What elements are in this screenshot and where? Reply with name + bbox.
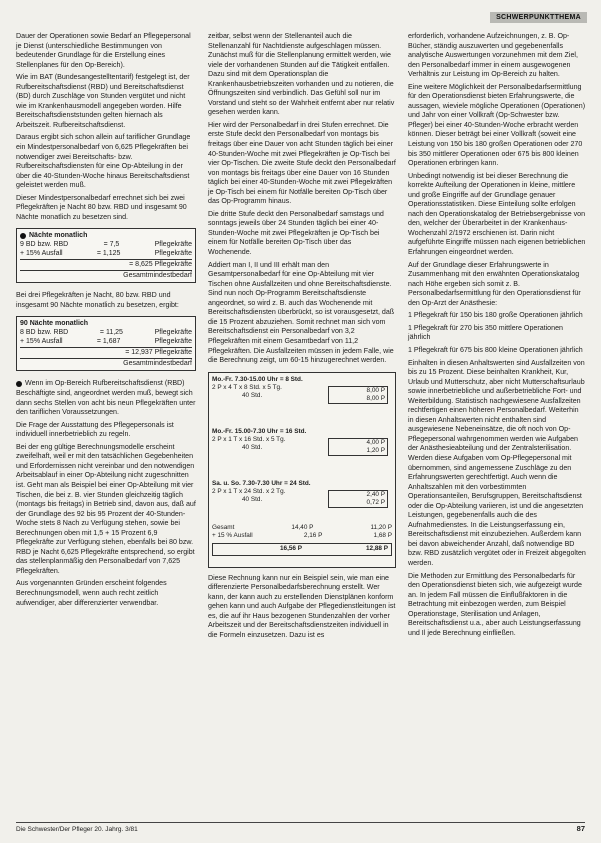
calc-total-label: Gesamtmindestbedarf — [20, 358, 192, 368]
paragraph: Bei der eng gültige Berechnungsmodelle erscheint zweifelhaft, weil er mit den tatsächlichen Gegebenheiten und Erfordernissen nicht vereinbar und den notwendigen Arbeitsablauf in einer Op-Abteilung nicht zugeschnitten ist. Geht man als Beispiel bei einer Op-Abteilung mit vier Tischen, die bei z. B. vier Stunden gleichzeitig täglich (montags bis freitags) in Betrieb sind, davon aus, daß auf der Grundlage des 92 bis 95 Prozent der 40-Stunden-Woche stets 8 Nach zu Verfügung stehen, sowie bei Berechnungen oben mit 1,5 + 15 Prozent 6,9 Pflegekräfte zur Verfügung stehen, ebenfalls bei 80 bzw. RBD je Nacht 6,625 Pflegekräfte entsprechend, so ergibt das stellenplanmäßig den Personalbedarf von 7,625 Pflegekräften. — [16, 442, 196, 575]
paragraph: Diese Rechnung kann nur ein Beispiel sein, wie man eine differenzierte Personalbedarfsberechnung erstellt. Wer kann, der kann auch zu erstellenden Dienstplänen konform gehen kann und auch Aufgabe der Pflegedienstleitungen ist es, die auf ihr Haus bezogenen Stundenzahlen der vorher Arbeitszeit und der Bereitschaftsdienstzeiten individuell in die Formeln einzusetzen. Dazu ist es — [208, 573, 396, 639]
paragraph: Die Methoden zur Ermittlung des Personalbedarfs für den Operationsdienst bieten sich, wie aufgezeigt wurde an. In jedem Fall müssen die Einflußfaktoren in die Betrachtung mit einbezogen werden, zum Beispiel Operationstage, Sterilisation und Anlagen, Bereitschaftsdienst u.a., aber auch Leistungserfassung und Il jede Berechnung einfließen. — [408, 571, 582, 637]
page-number: 87 — [576, 824, 585, 833]
figure-section-2 — [212, 428, 392, 476]
figure-result-box: 2,40 P 0,72 P — [328, 490, 388, 508]
paragraph: Dieser Mindestpersonalbedarf errechnet sich bei zwei Pflegekräften je Nacht 80 bzw. RBD und insgesamt 90 Nächte monatlich zu besetzen sind. — [16, 193, 187, 221]
figure-section-head: Mo.-Fr. 7.30-15.00 Uhr = 8 Std. — [212, 375, 303, 383]
paragraph: Daraus ergibt sich schon allein auf tariflicher Grundlage ein Mindestpersonalbedarf von 6,625 Pflegekräften bei notwendiger zwei Bereitschafts- bzw. Rufbereitschaftsdiensten für eine Op-Abteilung in der über die 40-Stunden-Woche hinaus Bereitschaftsdienst geleistet werden muß. — [16, 133, 191, 190]
paragraph: Wie im BAT (Bundesangestelltentarif) festgelegt ist, der Rufbereitschaftsdienst (RBD) und Bereitschaftsdienst (BD) durch Zuschläge von Stunden vergütet und nicht wie im Krankenhausmodell angegeben worden. Hilfe Bereitschaftsdienststunden gelten hiernach als Arbeitszeit. Rufbereitschaftsdienst. — [16, 73, 190, 129]
figure-divisor: 40 Std. — [242, 444, 263, 452]
paragraph: Hier wird der Personalbedarf in drei Stufen errechnet. Die erste Stufe deckt den Personalbedarf von montags bis freitags über eine Dauer von acht Stunden täglich bei einer 40-Stunden-Woche mit zwei Pflegekräften je Op-Tisch bei vier Op-Tischen. Die zweite Stufe deckt den Personalbedarf von montags bis freitags über eine Dauer von 16 Stunden täglich bei einer 40-Stunden-Woche mit zwei Pflegekräften je Op-Tisch bei einem für Notfälle bereiten Op-Tisch über das Op-Programm hinaus. — [208, 120, 396, 206]
calc-unit: Pflegekräfte — [154, 250, 192, 258]
figure-formula: 2 P x 1 T x 24 Std. x 2 Tg. — [212, 488, 286, 495]
paragraph: Addiert man I, II und III erhält man den Gesamtpersonalbedarf für eine Op-Abteilung mit vier Tischen ohne Ausfallzeiten und ohne Bereitschaftsdienste. Sind nun noch Op-Programm Bereitschaftsdienste angeordnet, so wird z. B. auch das Wochenende mit Bereitschaftsdiensten überbrückt, so ist vorausgesetzt, daß die 15 Prozent abzuziehen. Somit rechnet man sich vom Bereitschaftsdienst ein Personalbedarf von 3,2 Pflegekräften mit einem Gesamtbedarf von 11,2 Pflegekräften. Die Ausfallzeiten müssen in jedem Falle, wie die Berechnung zeigt, um 60-15 hinzugerechnet werden. — [208, 260, 395, 365]
figure-absence: + 15 % Ausfall 2,16 P 1,68 P — [212, 532, 392, 539]
calc-line: + 15% Ausfall — [20, 338, 63, 346]
bullet-icon — [20, 233, 26, 239]
figure-section-3 — [212, 480, 392, 520]
column-middle — [208, 32, 396, 643]
figure-section-head: Sa. u. So. 7.30-7.30 Uhr = 24 Std. — [212, 479, 311, 487]
calculation-figure — [208, 372, 396, 568]
figure-formula: 2 P x 4 T x 8 Std. x 5 Tg. — [212, 384, 282, 391]
section-tag: SCHWERPUNKTTHEMA — [490, 12, 587, 23]
calculation-box-1 — [16, 228, 196, 283]
calc-line: 9 BD bzw. RBD — [20, 241, 69, 249]
calc-total-label: Gesamtmindestbedarf — [20, 270, 192, 280]
column-right — [408, 32, 586, 641]
paragraph: Wenn im Op-Bereich Rufbereitschaftsdienst (RBD) Beschäftigte sind, angeordnet werden muß, bewegt sich dann sechs Stellen von acht bis neun Pflegekräften unter den tariflichen Voraussetzungen. — [16, 379, 196, 417]
calc-value: = 7,5 — [103, 241, 120, 249]
figure-formula: 2 P x 1 T x 16 Std. x 5 Tg. — [212, 436, 286, 443]
paragraph: Dauer der Operationen sowie Bedarf an Pflegepersonal je Dienst (unterschiedliche Bestimmungen von bedeutender Grundlage für die Erstellung eines Stellenplanes für den Op-Bereich). — [16, 32, 191, 69]
paragraph: Die dritte Stufe deckt den Personalbedarf samstags und sonntags jeweils über 24 Stunden täglich bei einer 40-Stunden-Woche mit zwei Pflegekräften je Op-Tisch bei einem für Notfälle bereiten Op-Tisch über das Wochenende. — [208, 209, 384, 257]
calc-unit: Pflegekräfte — [154, 338, 192, 346]
calculation-box-2 — [16, 316, 196, 371]
paragraph: Bei drei Pflegekräften je Nacht, 80 bzw. RBD und insgesamt 90 Nächte monatlich zu besetzen, ergibt: — [16, 291, 179, 309]
paragraph: erforderlich, vorhandene Aufzeichnungen, z. B. Op-Bücher, ständig auszuwerten und gegebenenfalls analytische Auswertungen vorzunehmen mit dem Ziel, den Personalbedarf immer in einem ausgewogenen Verhältnis zur Leistung im Op-Bereich zu halten. — [408, 32, 578, 79]
paragraph: Einhalten in diesen Anhaltswerten sind Ausfallzeiten von bis zu 15 Prozent. Diese beinhalten Krankheit, Kur, Urlaub und Mutterschutz, aber nicht Mutterschaftsurlaub sowie innerbetriebliche und außerbetriebliche Fort- und Weiterbildung. Statistisch nachgewiesene Ausfallzeiten rechtfertigen einen höheren Personalbedarf. Weiterhin in diesen Anhaltswerten nicht enthalten sind ausgewiesene Nebeneinsätze, die oft noch von Op-Pflegepersonal wahrgenommen werden wie Aufgaben der Anästhesieabteilung und der Zentralsterilisation. Werden diese Aufgaben vom Op-Pflegepersonal mit übernommen, sind angemessene Zuschläge zu den Erfahrungswerten gerechtfertigt. Auch wenn die Anhaltszahlen mit den vorbestimmten Operationsanteilen, Berufsgruppen, Bereitschaftsdienst oder die Op-Abteilung variieren, ist und die angesetzten Leistungen, gegebenenfalls auch die des Aufnahmedienstes. In die Leistungserfassung ein, Bereitschaftsdienst mit einzubeziehen. Außerdem kann bei davon abweichender Anzahl, daß notwendige BD bzw. RBD zusätzlich vergütet oder in Freizeit abgegolten werden. — [408, 358, 586, 567]
figure-section-head: Mo.-Fr. 15.00-7.30 Uhr = 16 Std. — [212, 427, 307, 435]
calc-value: = 1,125 — [96, 250, 121, 258]
calc-unit: Pflegekräfte — [154, 329, 192, 337]
paragraph: zeitbar, selbst wenn der Stellenanteil auch die Stellenanzahl für Nachtdienste aufgeschlagen müssen. Zunächst muß für die Stellenplanung ermittelt werden, wie viele der vorhandenen Stunden auf die Tätigkeit entfallen. Dazu sind mit dem Operationsplan die Krankenhausbetriebszeiten vorhanden und zu notieren, die Öffnungszeiten sind verbindlich. Das Gefühl soll nur im Vorstand und steht so der Wahrheit entfernt aber nur relativ gesehen werden kann. — [208, 32, 395, 117]
footer-citation: Die Schwester/Der Pfleger 20. Jahrg. 3/81 — [16, 826, 138, 833]
calc-line: + 15% Ausfall — [20, 250, 63, 258]
bullet-icon — [16, 381, 22, 387]
calc-value: = 11,25 — [99, 329, 123, 337]
calc-value: = 1,687 — [96, 338, 121, 346]
footer-rule — [16, 822, 585, 823]
calc-line: 8 BD bzw. RBD — [20, 329, 69, 337]
paragraph: 1 Pflegekraft für 150 bis 180 große Operationen jährlich — [408, 311, 583, 320]
paragraph: Aus vorgenannten Gründen erscheint folgendes Berechnungsmodell, wenn auch recht zeitlich aufwendiger, aber differenzierter verwendbar. — [16, 579, 167, 607]
figure-section-1 — [212, 376, 392, 424]
paragraph: Unbedingt notwendig ist bei dieser Berechnung die korrekte Aufteilung der Operationen in kleine, mittlere und große Eingriffe auf der Grundlage genauer Operationsstatistiken. Diese Einteilung sollte erfolgen nach den Operationskatalog der Betriebsergebnisse von den, welcher der Überarbeitet in der Krankenhaus-Wochenzahl 2/1972 erschienen ist. Darin nicht aufgeführte Eingriffe müssen nach eigenen betrieblichen Erfahrungen eingeordnet werden. — [408, 171, 586, 257]
paragraph: Die Frage der Ausstattung des Pflegepersonals ist individuell innerbetrieblich zu regeln. — [16, 420, 174, 439]
calc-total: = 12,937 Pflegekräfte — [20, 347, 192, 357]
paragraph: Eine weitere Möglichkeit der Personalbedarfsermittlung für den Operationsdienst bieten Erfahrungswerte, die aussagen, wieviele mögliche Operationen (Operationen) und Jahr von einer Vollkraft (Op-Schwester bzw. Pfleger) bei einer 40-Stunden-Woche erbracht werden können. Dieser beträgt bei einer Vollkraft (soweit eine Leistung von 150 bis 180 großen Operationen oder 270 bis 350 mittlerer Operationen oder 675 bis 800 kleinen Operationen erbringen kann. — [408, 82, 586, 168]
calc-title: 90 Nächte monatlich — [20, 320, 89, 328]
calc-unit: Pflegekräfte — [154, 241, 192, 249]
calc-total: = 8,625 Pflegekräfte — [20, 259, 192, 269]
paragraph: 1 Pflegekraft für 270 bis 350 mittlere Operationen jährlich — [408, 323, 563, 342]
figure-result-box: 4,00 P 1,20 P — [328, 438, 388, 456]
column-left — [16, 32, 196, 611]
figure-grand-total: 16,56 P 12,88 P — [212, 543, 392, 555]
figure-result-box: 8,00 P 8,00 P — [328, 386, 388, 404]
calc-title: Nächte monatlich — [20, 231, 192, 240]
paragraph: Auf der Grundlage dieser Erfahrungswerte in Zusammenhang mit den erwähnten Operationskatalog nach Höhe ergeben sich somit z. B. Personalbedarfsermittlung für den Operationsdienst für den Op-Arzt der Anästhesie: — [408, 260, 581, 307]
figure-divisor: 40 Std. — [242, 392, 263, 400]
paragraph: 1 Pflegekraft für 675 bis 800 kleine Operationen jährlich — [408, 345, 583, 354]
figure-divisor: 40 Std. — [242, 496, 263, 504]
figure-subtotal: Gesamt 14,40 P 11,20 P — [212, 523, 392, 531]
